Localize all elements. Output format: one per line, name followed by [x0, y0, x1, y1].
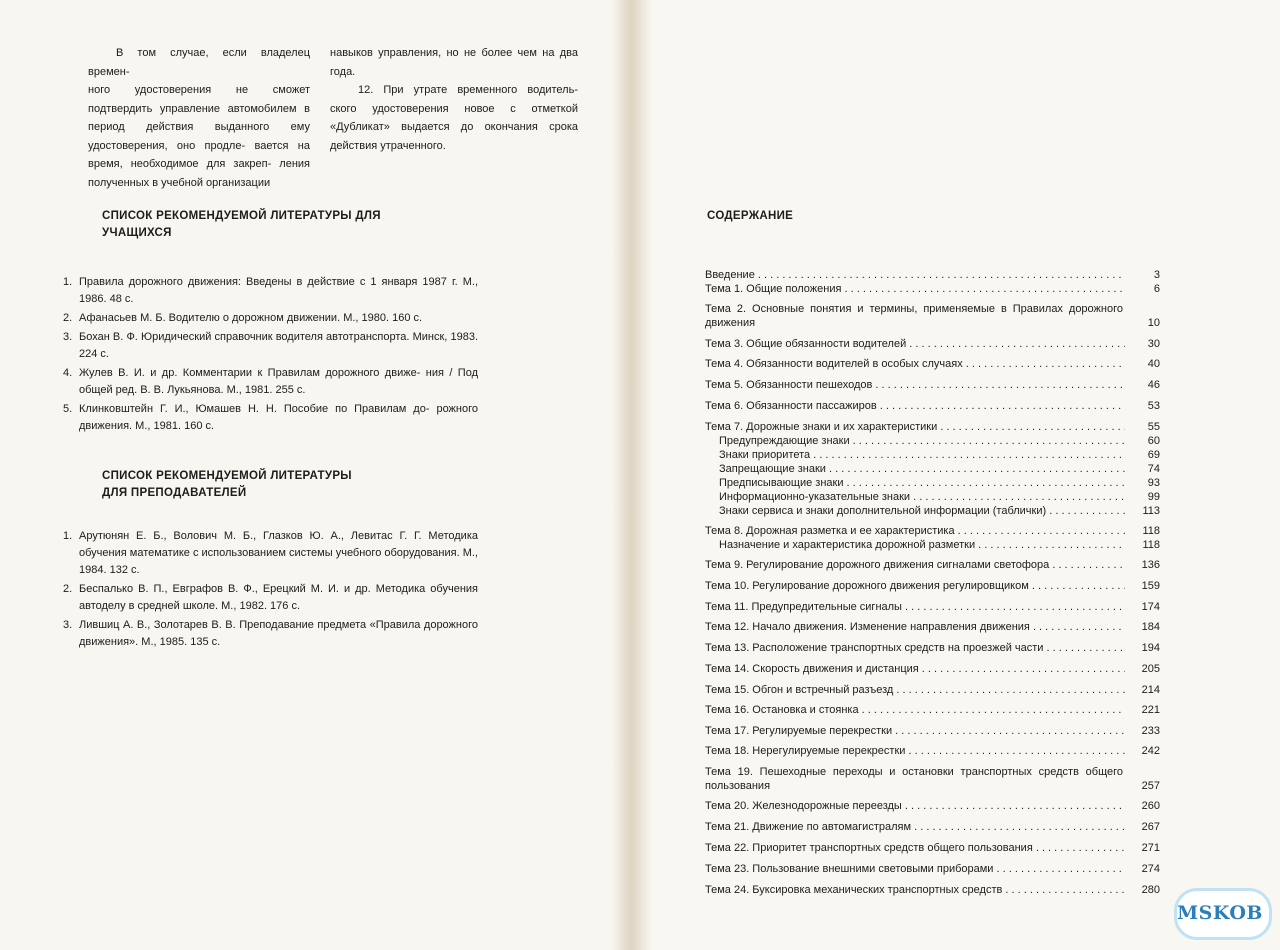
- toc-label: Тема 5. Обязанности пешеходов . . .: [705, 378, 1125, 392]
- students-literature-heading: [102, 208, 381, 242]
- toc-label: Тема 6. Обязанности пассажиров . . .: [705, 399, 1125, 413]
- toc-page-number: 118: [1142, 525, 1160, 537]
- watermark-text: MSKOB: [1177, 902, 1263, 924]
- toc-label: Знаки приоритета . . .: [719, 448, 1125, 462]
- toc-page-number: 159: [1141, 580, 1160, 592]
- item-number: 2.: [63, 583, 73, 595]
- toc-page-number: 271: [1141, 842, 1160, 854]
- item-text: Бохан В. Ф. Юридический справочник водителя автотранспорта. Минск, 1983. 224 с.: [79, 331, 478, 360]
- toc-label: Тема 20. Железнодорожные переезды . . .: [705, 799, 1125, 813]
- toc-label: Тема 18. Нерегулируемые перекрестки . . .: [705, 744, 1125, 758]
- toc-page-number: 40: [1147, 358, 1160, 370]
- toc-label: Тема 9. Регулирование дорожного движения сигналами светофора . . .: [705, 558, 1125, 572]
- toc-label: Тема 21. Движение по автомагистралям . . .: [705, 820, 1125, 834]
- toc-page-number: 260: [1141, 800, 1160, 812]
- toc-page-number: 55: [1147, 421, 1160, 433]
- toc-page-number: 136: [1141, 559, 1160, 571]
- toc-label: Тема 15. Обгон и встречный разъезд . . .: [705, 683, 1125, 697]
- toc-page-number: 267: [1141, 821, 1160, 833]
- toc-page-number: 93: [1147, 477, 1160, 489]
- toc-page-number: 46: [1147, 379, 1160, 391]
- item-text: Правила дорожного движения: Введены в действие с 1 января 1987 г. М., 1986. 48 с.: [79, 276, 478, 305]
- toc-page-number: 113: [1142, 505, 1160, 517]
- toc-page-number: 194: [1141, 642, 1160, 654]
- book-gutter: [612, 0, 652, 950]
- toc-label: Тема 4. Обязанности водителей в особых случаях . . .: [705, 357, 1125, 371]
- text-column-2: [330, 44, 578, 155]
- toc-label: Тема 12. Начало движения. Изменение направления движения . . .: [705, 620, 1125, 634]
- toc-label: Тема 11. Предупредительные сигналы . . .: [705, 600, 1125, 614]
- paragraph: ного удостоверения не сможет подтвердить управление автомобилем в период действия выданного ему удостоверения, оно продле- вается на время, необходимое для закреп- ления полученных в учебной организации: [88, 84, 310, 189]
- toc-label: Тема 3. Общие обязанности водителей . . .: [705, 337, 1125, 351]
- teachers-literature-heading: [102, 468, 352, 502]
- item-text: Лившиц А. В., Золотарев В. В. Преподавание предмета «Правила дорожного движения». М., 1985. 135 с.: [79, 619, 478, 648]
- toc-label: Тема 14. Скорость движения и дистанция . . .: [705, 662, 1125, 676]
- item-number: 3.: [63, 619, 73, 631]
- toc-label: Тема 24. Буксировка механических транспортных средств . . .: [705, 883, 1125, 897]
- toc-label: Информационно-указательные знаки . . .: [719, 490, 1125, 504]
- toc-heading: СОДЕРЖАНИЕ: [707, 210, 794, 222]
- toc-page-number: 3: [1153, 269, 1160, 281]
- toc-label: Тема 17. Регулируемые перекрестки . . .: [705, 724, 1125, 738]
- item-text: Жулев В. И. и др. Комментарии к Правилам дорожного движе- ния / Под общей ред. В. В. Лукьянова. М., 1981. 255 с.: [79, 367, 478, 396]
- heading-line: УЧАЩИХСЯ: [102, 227, 172, 239]
- item-text: Беспалько В. П., Евграфов В. Ф., Ерецкий М. И. и др. Методика обучения автоделу в средней школе. М., 1982. 176 с.: [79, 583, 478, 612]
- text-column-1: [88, 44, 310, 192]
- toc-label: Тема 10. Регулирование дорожного движения регулировщиком . . .: [705, 579, 1125, 593]
- toc-label: Знаки сервиса и знаки дополнительной информации (таблички) . . .: [719, 504, 1125, 518]
- heading-line: ДЛЯ ПРЕПОДАВАТЕЛЕЙ: [102, 487, 247, 499]
- toc-label: Предписывающие знаки . . .: [719, 476, 1125, 490]
- toc-page-number: 118: [1142, 539, 1160, 551]
- students-literature-list: [63, 274, 478, 437]
- toc-page-number: 10: [1147, 317, 1160, 329]
- toc-page-number: 6: [1153, 283, 1160, 295]
- toc-page-number: 242: [1141, 745, 1160, 757]
- toc-page-number: 257: [1141, 780, 1160, 792]
- list-item: [63, 329, 478, 363]
- heading-line: СПИСОК РЕКОМЕНДУЕМОЙ ЛИТЕРАТУРЫ ДЛЯ: [102, 210, 381, 222]
- toc-page-number: 184: [1141, 621, 1160, 633]
- toc-page-number: 74: [1147, 463, 1160, 475]
- teachers-literature-list: [63, 528, 478, 653]
- toc-label: Тема 23. Пользование внешними световыми приборами . . .: [705, 862, 1125, 876]
- toc-page-number: 30: [1147, 338, 1160, 350]
- paragraph: 12. При утрате временного водитель- ского удостоверения новое с отметкой «Дубликат» выдается до окончания срока действия утраченного.: [330, 84, 578, 152]
- list-item: [63, 617, 478, 651]
- item-number: 4.: [63, 367, 73, 379]
- list-item: [63, 365, 478, 399]
- toc-label: Тема 16. Остановка и стоянка . . .: [705, 703, 1125, 717]
- toc-page-number: 214: [1141, 684, 1160, 696]
- toc-label: Тема 7. Дорожные знаки и их характеристики . . .: [705, 420, 1125, 434]
- toc-page-number: 280: [1141, 884, 1160, 896]
- item-text: Арутюнян Е. Б., Волович М. Б., Глазков Ю. А., Левитас Г. Г. Методика обучения математике с использованием системы учебного оборудования. М., 1984. 132 с.: [79, 530, 478, 576]
- toc-page-number: 60: [1147, 435, 1160, 447]
- toc-label: Тема 22. Приоритет транспортных средств общего пользования . . .: [705, 841, 1125, 855]
- toc-page-number: 233: [1141, 725, 1160, 737]
- toc-page-number: 99: [1147, 491, 1160, 503]
- watermark-logo: [1170, 880, 1270, 940]
- toc-label: Назначение и характеристика дорожной разметки . . .: [719, 538, 1125, 552]
- item-text: Афанасьев М. Б. Водителю о дорожном движении. М., 1980. 160 с.: [79, 312, 423, 324]
- list-item: [63, 274, 478, 308]
- toc-label: Предупреждающие знаки . . .: [719, 434, 1125, 448]
- toc-label: Тема 8. Дорожная разметка и ее характеристика . . .: [705, 524, 1125, 538]
- item-number: 1.: [63, 276, 73, 288]
- toc-label: Введение . . .: [705, 268, 1125, 282]
- toc-label: Тема 19. Пешеходные переходы и остановки транспортных средств общего пользования: [705, 766, 1123, 792]
- toc-page-number: 53: [1147, 400, 1160, 412]
- list-item: [63, 528, 478, 579]
- toc-label: Тема 13. Расположение транспортных средств на проезжей части . . .: [705, 641, 1125, 655]
- item-number: 2.: [63, 312, 73, 324]
- toc-label: Тема 2. Основные понятия и термины, применяемые в Правилах дорожного движения: [705, 303, 1123, 329]
- toc-page-number: 174: [1141, 601, 1160, 613]
- list-item: [63, 310, 478, 327]
- toc-page-number: 274: [1141, 863, 1160, 875]
- toc-page-number: 221: [1141, 704, 1160, 716]
- item-number: 5.: [63, 403, 73, 415]
- toc-page-number: 69: [1147, 449, 1160, 461]
- list-item: [63, 401, 478, 435]
- paragraph: В том случае, если владелец времен-: [88, 47, 310, 78]
- toc-label: Тема 1. Общие положения . . .: [705, 282, 1125, 296]
- paragraph: навыков управления, но не более чем на два года.: [330, 47, 578, 78]
- item-text: Клинковштейн Г. И., Юмашев Н. Н. Пособие по Правилам до- рожного движения. М., 1981. 160 с.: [79, 403, 478, 432]
- item-number: 3.: [63, 331, 73, 343]
- heading-line: СПИСОК РЕКОМЕНДУЕМОЙ ЛИТЕРАТУРЫ: [102, 470, 352, 482]
- toc-page-number: 205: [1141, 663, 1160, 675]
- item-number: 1.: [63, 530, 73, 542]
- toc-label: Запрещающие знаки . . .: [719, 462, 1125, 476]
- list-item: [63, 581, 478, 615]
